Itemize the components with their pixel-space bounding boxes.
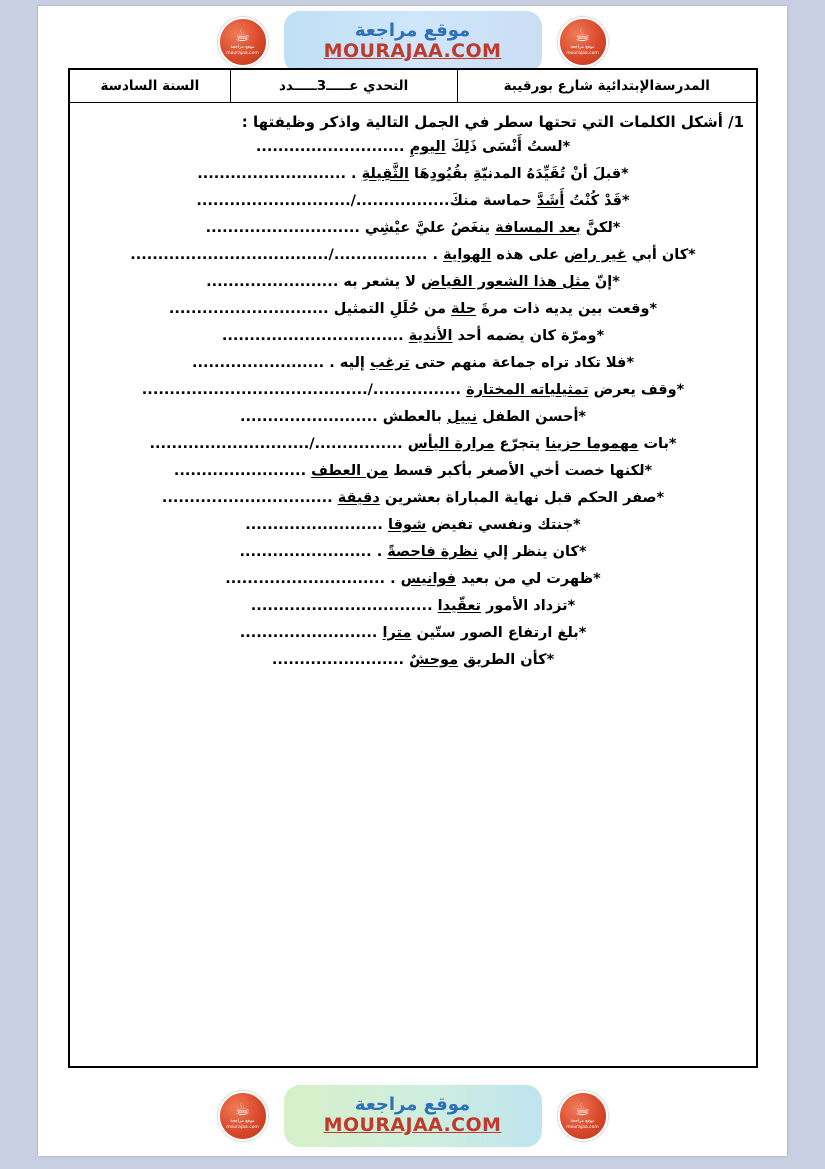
item-text: ينغَصُ عليَّ عيْشِي xyxy=(359,219,496,236)
item-text: لكنها خصت أخي الأصغر بأكبر قسط xyxy=(388,462,645,479)
item-underlined-word: فوانيس xyxy=(400,570,457,587)
watermark-url: MOURAJAA.COM xyxy=(323,1114,502,1137)
item-bullet: * xyxy=(656,489,665,506)
answer-blank: ........................... xyxy=(255,138,405,155)
item-bullet: * xyxy=(567,597,576,614)
answer-blank: ................................. xyxy=(250,597,433,614)
item-text: بات xyxy=(638,435,669,452)
answer-blank: ............................. xyxy=(168,300,329,317)
item-text: كان ينظر إلي xyxy=(477,543,579,560)
answer-blank: ........................ xyxy=(173,462,307,479)
header-challenge-number: التحدي عـــــ3ـــــدد xyxy=(230,70,457,103)
item-underlined-word: مثل هذا الشعور القياض xyxy=(420,273,590,290)
logo-caption: موقع مراجعة mourajaa.com xyxy=(226,1118,259,1130)
exercise-item xyxy=(70,322,756,349)
item-underlined-word: غير راض xyxy=(564,246,627,263)
item-bullet: * xyxy=(649,300,658,317)
watermark-url: MOURAJAA.COM xyxy=(323,40,502,63)
mourajaa-logo-icon-right xyxy=(218,17,268,67)
item-underlined-word: أَشَدَّ xyxy=(536,192,565,209)
item-text: قَدْ كُنْتُ xyxy=(564,192,623,209)
mourajaa-logo-icon-left xyxy=(558,17,608,67)
item-underlined-word: دقيقة xyxy=(337,489,380,506)
item-underlined-word: نبيل xyxy=(446,408,478,425)
item-text: إنّ xyxy=(589,273,613,290)
item-underlined-word: مترا xyxy=(382,624,412,641)
exercise-item xyxy=(70,430,756,457)
item-underlined-word: تمثيلياته المختارة xyxy=(466,381,589,398)
exercise-item xyxy=(70,511,756,538)
item-text: إليه . xyxy=(324,354,370,371)
item-bullet: * xyxy=(688,246,696,263)
item-bullet: * xyxy=(562,138,571,155)
exercise-items-list xyxy=(70,133,756,673)
item-underlined-word: الثَّقِيلةِ xyxy=(361,165,409,182)
exercise-item xyxy=(70,241,756,268)
answer-blank: ................/............................. xyxy=(149,435,403,452)
answer-blank: ......................... xyxy=(245,516,383,533)
exercise-item xyxy=(70,565,756,592)
watermark-pill-top xyxy=(284,11,542,73)
item-text: لا يشعر به xyxy=(338,273,421,290)
item-underlined-word: بعد المسافة xyxy=(495,219,581,236)
item-underlined-word: الأندية xyxy=(408,327,453,344)
item-bullet: * xyxy=(593,570,601,587)
answer-blank: ................./.................................... xyxy=(130,246,428,263)
answer-blank: ................./............................ xyxy=(196,192,450,209)
item-text: كأن الطريق xyxy=(458,651,547,668)
answer-blank: ................................. xyxy=(221,327,404,344)
exercise-item xyxy=(70,619,756,646)
item-underlined-word: تعقّيدا xyxy=(437,597,481,614)
exercise-item xyxy=(70,457,756,484)
item-bullet: * xyxy=(621,165,629,182)
answer-blank: ........................ xyxy=(206,273,339,290)
answer-blank: ........................ xyxy=(271,651,405,668)
worksheet-frame xyxy=(68,68,758,1068)
item-underlined-word: مرارة اليأس xyxy=(407,435,495,452)
item-text: كان أبي xyxy=(626,246,689,263)
exercise-item xyxy=(70,592,756,619)
item-text: على هذه xyxy=(491,246,565,263)
exercise-item xyxy=(70,268,756,295)
exercise-instruction: 1/ أشكل الكلمات التي تحتها سطر في الجمل التالية واذكر وظيفتها : xyxy=(241,113,744,131)
item-underlined-word: حلة xyxy=(451,300,477,317)
item-text: لستُ أَنْسَى ذَلِكَ xyxy=(445,138,563,155)
exercise-item xyxy=(70,214,756,241)
item-text: ومرّة كان يضمه أحد xyxy=(452,327,597,344)
logo-glyph: ☕ xyxy=(234,25,251,46)
item-text: أحسن الطفل xyxy=(477,408,579,425)
answer-blank: ................/......................................... xyxy=(141,381,462,398)
exercise-item xyxy=(70,187,756,214)
item-underlined-word: موحشٌ xyxy=(409,651,459,668)
logo-glyph: ☕ xyxy=(574,1099,591,1120)
item-bullet: * xyxy=(578,408,587,425)
exercise-item xyxy=(70,295,756,322)
item-underlined-word: من العطف xyxy=(311,462,389,479)
item-bullet: * xyxy=(622,192,630,209)
bottom-watermark-banner xyxy=(38,1080,787,1152)
answer-blank: ............................... xyxy=(161,489,333,506)
watermark-title-ar: موقع مراجعة xyxy=(354,19,471,41)
item-bullet: * xyxy=(596,327,605,344)
mourajaa-logo-icon-left-bottom xyxy=(558,1091,608,1141)
answer-blank: ......................... xyxy=(239,408,378,425)
header-school-name: المدرسةالإبتدائية شارع بورقيبة xyxy=(457,70,756,103)
answer-blank: ......................... xyxy=(239,624,378,641)
answer-blank: ............................. xyxy=(225,570,386,587)
table-row xyxy=(70,70,756,103)
logo-glyph: ☕ xyxy=(574,25,591,46)
exercise-item xyxy=(70,538,756,565)
exercise-item xyxy=(70,349,756,376)
item-bullet: * xyxy=(578,624,587,641)
item-text: ظهرت لي من بعيد xyxy=(456,570,594,587)
watermark-pill-bottom xyxy=(284,1085,542,1147)
exercise-item xyxy=(70,376,756,403)
worksheet-header-table xyxy=(70,70,756,103)
item-text: . xyxy=(345,165,362,182)
logo-caption: موقع مراجعة mourajaa.com xyxy=(566,44,599,56)
item-text: يتجرّع xyxy=(494,435,546,452)
answer-blank: ........................ xyxy=(239,543,372,560)
item-underlined-word: مهموما حزينا xyxy=(545,435,639,452)
item-text: وقف يعرض xyxy=(588,381,677,398)
answer-blank: ............................ xyxy=(205,219,360,236)
item-text: تزداد الأمور xyxy=(480,597,568,614)
exercise-item xyxy=(70,160,756,187)
item-underlined-word: اليومِ xyxy=(409,138,446,155)
header-school-year: السنة السادسة xyxy=(70,70,230,103)
exercise-item xyxy=(70,403,756,430)
document-page xyxy=(38,6,787,1156)
item-text: من حُلَلِ التمثيل xyxy=(328,300,452,317)
item-text: . xyxy=(385,570,401,587)
item-bullet: * xyxy=(573,516,581,533)
item-bullet: * xyxy=(612,219,621,236)
item-text: بلغ ارتفاع الصور ستّين xyxy=(411,624,579,641)
item-text: حماسة منكَ xyxy=(449,192,537,209)
item-bullet: * xyxy=(612,273,620,290)
watermark-title-ar: موقع مراجعة xyxy=(354,1093,471,1115)
item-underlined-word: شوقا xyxy=(388,516,427,533)
item-bullet: * xyxy=(546,651,555,668)
item-text: صفر الحكم قبل نهاية المباراة بعشرين xyxy=(379,489,657,506)
logo-caption: موقع مراجعة mourajaa.com xyxy=(566,1118,599,1130)
exercise-item xyxy=(70,484,756,511)
exercise-item xyxy=(70,646,756,673)
item-bullet: * xyxy=(676,381,685,398)
answer-blank: ........................... xyxy=(197,165,346,182)
item-underlined-word: الهواية xyxy=(443,246,492,263)
item-text: . xyxy=(371,543,388,560)
mourajaa-logo-icon-right-bottom xyxy=(218,1091,268,1141)
item-bullet: * xyxy=(668,435,677,452)
item-underlined-word: ترغب xyxy=(369,354,410,371)
answer-blank: ........................ xyxy=(191,354,325,371)
item-text: قبلَ أنْ تُقَيِّدَهُ المدنيّةِ بقُيُودِهَا xyxy=(408,165,622,182)
item-bullet: * xyxy=(626,354,635,371)
item-bullet: * xyxy=(578,543,587,560)
exercise-item xyxy=(70,133,756,160)
logo-glyph: ☕ xyxy=(234,1099,251,1120)
item-underlined-word: نظرة فاحصةً xyxy=(387,543,478,560)
item-text: وقعت بين يديه ذات مرةَ xyxy=(476,300,650,317)
item-text: بالعطش xyxy=(377,408,447,425)
item-text: . xyxy=(427,246,444,263)
logo-caption: موقع مراجعة mourajaa.com xyxy=(226,44,259,56)
item-text: فلا تكاد تراه جماعة منهم حتى xyxy=(409,354,627,371)
item-text: جنتك ونفسي تفيض xyxy=(426,516,574,533)
item-text: لكنَّ xyxy=(580,219,613,236)
item-bullet: * xyxy=(644,462,653,479)
